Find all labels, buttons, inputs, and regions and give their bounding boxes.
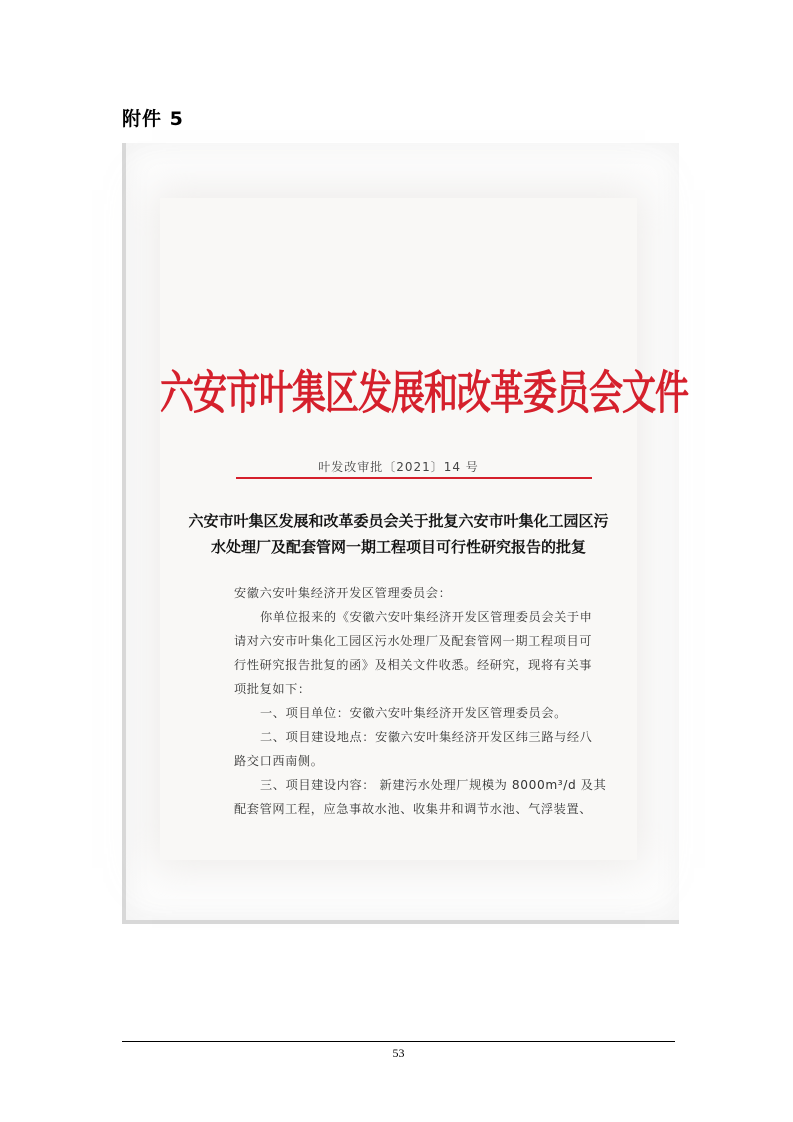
body-line: 二、项目建设地点：安徽六安叶集经济开发区纬三路与经八 — [260, 730, 593, 744]
body-line: 你单位报来的《安徽六安叶集经济开发区管理委员会关于申 — [260, 610, 593, 624]
scanned-document-page — [160, 198, 688, 860]
body-line: 行性研究报告批复的函》及相关文件收悉。经研究，现将有关事 — [234, 658, 593, 672]
body-line: 项批复如下： — [234, 682, 311, 696]
page-number: 53 — [392, 1046, 405, 1060]
document-title-line-1: 六安市叶集区发展和改革委员会关于批复六安市叶集化工园区污 — [188, 512, 609, 530]
document-number: 叶发改审批〔2021〕14 号 — [318, 460, 479, 474]
body-line: 请对六安市叶集化工园区污水处理厂及配套管网一期工程项目可 — [234, 634, 593, 648]
body-line: 三、项目建设内容： 新建污水处理厂规模为 8000m³/d 及其 — [260, 778, 607, 792]
footer-rule — [122, 1041, 675, 1042]
body-line: 安徽六安叶集经济开发区管理委员会： — [234, 586, 452, 600]
body-line: 配套管网工程，应急事故水池、收集井和调节水池、气浮装置、 — [234, 802, 593, 816]
document-title-line-2: 水处理厂及配套管网一期工程项目可行性研究报告的批复 — [210, 538, 586, 556]
issuing-authority-header: 六安市叶集区发展和改革委员会文件 — [160, 366, 688, 421]
header-red-rule — [236, 477, 592, 479]
body-line: 路交口西南侧。 — [234, 754, 324, 768]
body-line: 一、项目单位：安徽六安叶集经济开发区管理委员会。 — [260, 706, 567, 720]
attachment-label: 附件 5 — [122, 108, 184, 130]
